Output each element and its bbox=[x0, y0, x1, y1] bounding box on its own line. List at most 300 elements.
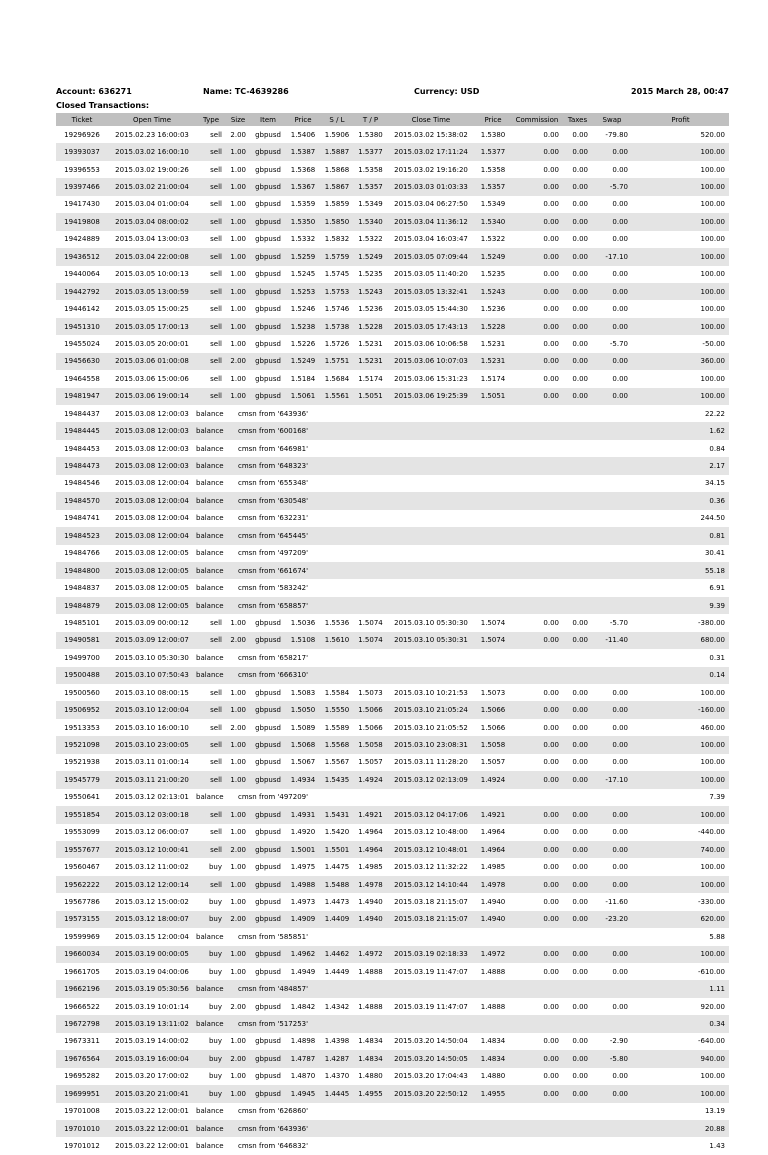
open-time-cell: 2015.03.04 13:00:03 bbox=[115, 235, 189, 244]
open-time-cell: 2015.03.08 12:00:03 bbox=[115, 409, 189, 418]
close-time-cell: 2015.03.04 16:03:47 bbox=[394, 235, 468, 244]
balance-row bbox=[56, 928, 729, 945]
ticket-cell: 19484766 bbox=[64, 549, 100, 558]
close-time-cell: 2015.03.06 10:06:58 bbox=[394, 339, 468, 348]
ticket-cell: 19464558 bbox=[64, 374, 100, 383]
ticket-cell: 19521098 bbox=[56, 736, 108, 753]
profit-cell: 100.00 bbox=[632, 178, 729, 195]
profit-cell: 34.15 bbox=[704, 479, 725, 488]
close-price-cell: 1.4888 bbox=[480, 967, 506, 976]
open-time-cell: 2015.03.09 12:00:07 bbox=[108, 632, 196, 649]
open-time-cell: 2015.03.10 08:00:15 bbox=[115, 688, 189, 697]
close-time-cell: 2015.03.12 14:10:44 bbox=[387, 876, 475, 893]
open-time-cell: 2015.03.06 15:00:06 bbox=[115, 374, 189, 383]
balance-row bbox=[56, 440, 729, 457]
take-profit-cell: 1.5243 bbox=[354, 283, 387, 300]
balance-row bbox=[56, 1103, 729, 1120]
comment-cell: cmsn from '600168' bbox=[226, 422, 320, 439]
commission-cell: 0.00 bbox=[511, 806, 563, 823]
ticket-cell: 19701008 bbox=[64, 1107, 100, 1116]
close-price-cell: 1.4888 bbox=[480, 1002, 506, 1011]
empty-cell bbox=[320, 492, 632, 509]
take-profit-cell: 1.5322 bbox=[358, 235, 383, 244]
trade-row bbox=[56, 161, 729, 178]
close-price-cell: 1.4955 bbox=[475, 1085, 511, 1102]
ticket-cell: 19484837 bbox=[64, 584, 100, 593]
col-taxes: Taxes bbox=[563, 113, 592, 126]
swap-cell: 0.00 bbox=[592, 283, 632, 300]
empty-cell bbox=[320, 1103, 632, 1120]
profit-cell: 460.00 bbox=[700, 723, 725, 732]
commission-cell: 0.00 bbox=[511, 213, 563, 230]
size-cell: 1.00 bbox=[230, 305, 246, 314]
stop-loss-cell: 1.4445 bbox=[320, 1085, 354, 1102]
item-cell: gbpusd bbox=[250, 213, 286, 230]
open-price-cell: 1.4949 bbox=[290, 967, 316, 976]
comment-cell: cmsn from '497209' bbox=[237, 549, 309, 558]
item-cell: gbpusd bbox=[250, 701, 286, 718]
item-cell: gbpusd bbox=[255, 339, 281, 348]
trade-row bbox=[56, 1033, 729, 1050]
ticket-cell: 19436512 bbox=[56, 248, 108, 265]
balance-row bbox=[56, 545, 729, 562]
commission-cell: 0.00 bbox=[543, 863, 559, 872]
swap-cell: -5.70 bbox=[592, 178, 632, 195]
stop-loss-cell: 1.5567 bbox=[324, 758, 350, 767]
col-size: Size bbox=[226, 113, 250, 126]
size-cell: 1.00 bbox=[230, 339, 246, 348]
take-profit-cell: 1.5340 bbox=[354, 213, 387, 230]
taxes-cell: 0.00 bbox=[572, 1072, 588, 1081]
trade-row bbox=[56, 614, 729, 631]
trade-row bbox=[56, 335, 729, 352]
taxes-cell: 0.00 bbox=[563, 248, 592, 265]
stop-loss-cell: 1.5431 bbox=[320, 806, 354, 823]
swap-cell: 0.00 bbox=[612, 374, 628, 383]
col-commission: Commission bbox=[511, 113, 563, 126]
open-time-cell: 2015.03.12 10:00:41 bbox=[108, 841, 196, 858]
take-profit-cell: 1.5380 bbox=[358, 130, 383, 139]
empty-cell bbox=[320, 579, 632, 596]
profit-cell: -330.00 bbox=[697, 897, 725, 906]
open-time-cell: 2015.03.04 08:00:02 bbox=[108, 213, 196, 230]
empty-cell bbox=[320, 1137, 632, 1154]
open-time-cell: 2015.03.08 12:00:04 bbox=[115, 514, 189, 523]
close-price-cell: 1.5074 bbox=[480, 618, 506, 627]
close-price-cell: 1.4834 bbox=[480, 1037, 506, 1046]
close-time-cell: 2015.03.04 06:27:50 bbox=[394, 200, 468, 209]
ticket-cell: 19661705 bbox=[64, 967, 100, 976]
balance-row bbox=[56, 422, 729, 439]
size-cell: 1.00 bbox=[230, 374, 246, 383]
open-price-cell: 1.5001 bbox=[286, 841, 320, 858]
profit-cell: -380.00 bbox=[697, 618, 725, 627]
trade-row bbox=[56, 1050, 729, 1067]
trade-row bbox=[56, 1068, 729, 1085]
close-time-cell: 2015.03.20 14:50:05 bbox=[387, 1050, 475, 1067]
open-time-cell: 2015.03.08 12:00:03 bbox=[108, 422, 196, 439]
ticket-cell: 19484546 bbox=[64, 479, 100, 488]
stop-loss-cell: 1.5561 bbox=[320, 388, 354, 405]
item-cell: gbpusd bbox=[255, 270, 281, 279]
close-time-cell: 2015.03.12 11:32:22 bbox=[394, 863, 468, 872]
close-time-cell: 2015.03.06 19:25:39 bbox=[387, 388, 475, 405]
commission-cell: 0.00 bbox=[543, 618, 559, 627]
close-time-cell: 2015.03.10 23:08:31 bbox=[387, 736, 475, 753]
balance-row bbox=[56, 527, 729, 544]
open-price-cell: 1.5246 bbox=[290, 305, 316, 314]
item-cell: gbpusd bbox=[250, 178, 286, 195]
close-time-cell: 2015.03.06 10:07:03 bbox=[387, 353, 475, 370]
type-cell: sell bbox=[196, 353, 226, 370]
close-time-cell: 2015.03.12 10:48:00 bbox=[394, 828, 468, 837]
take-profit-cell: 1.4978 bbox=[354, 876, 387, 893]
commission-cell: 0.00 bbox=[543, 165, 559, 174]
ticket-cell: 19296926 bbox=[64, 130, 100, 139]
commission-cell: 0.00 bbox=[543, 1002, 559, 1011]
balance-row bbox=[56, 1137, 729, 1154]
taxes-cell: 0.00 bbox=[563, 283, 592, 300]
type-cell: balance bbox=[196, 667, 226, 684]
take-profit-cell: 1.4985 bbox=[358, 863, 383, 872]
swap-cell: -11.40 bbox=[592, 632, 632, 649]
col-open-time: Open Time bbox=[108, 113, 196, 126]
comment-cell: cmsn from '484857' bbox=[226, 980, 320, 997]
col-profit: Profit bbox=[632, 113, 729, 126]
profit-cell: 680.00 bbox=[632, 632, 729, 649]
item-cell: gbpusd bbox=[250, 143, 286, 160]
ticket-cell: 19484437 bbox=[64, 409, 100, 418]
commission-cell: 0.00 bbox=[511, 771, 563, 788]
open-price-cell: 1.5359 bbox=[290, 200, 316, 209]
item-cell: gbpusd bbox=[250, 388, 286, 405]
size-cell: 1.00 bbox=[230, 270, 246, 279]
open-price-cell: 1.5061 bbox=[286, 388, 320, 405]
trade-row bbox=[56, 632, 729, 649]
balance-row bbox=[56, 789, 729, 806]
trade-row bbox=[56, 736, 729, 753]
type-cell: balance bbox=[196, 584, 224, 593]
item-cell: gbpusd bbox=[255, 758, 281, 767]
open-price-cell: 1.5332 bbox=[290, 235, 316, 244]
ticket-cell: 19440064 bbox=[64, 270, 100, 279]
balance-row bbox=[56, 597, 729, 614]
profit-cell: 0.34 bbox=[632, 1015, 729, 1032]
take-profit-cell: 1.5058 bbox=[354, 736, 387, 753]
commission-cell: 0.00 bbox=[543, 339, 559, 348]
empty-cell bbox=[320, 527, 632, 544]
balance-row bbox=[56, 457, 729, 474]
open-time-cell: 2015.03.05 20:00:01 bbox=[115, 339, 189, 348]
close-price-cell: 1.5235 bbox=[480, 270, 506, 279]
stop-loss-cell: 1.5536 bbox=[324, 618, 350, 627]
ticket-cell: 19484473 bbox=[56, 457, 108, 474]
open-time-cell: 2015.03.04 22:00:08 bbox=[108, 248, 196, 265]
open-time-cell: 2015.03.08 12:00:04 bbox=[115, 479, 189, 488]
item-cell: gbpusd bbox=[250, 806, 286, 823]
ticket-cell: 19557677 bbox=[56, 841, 108, 858]
ticket-cell: 19499700 bbox=[64, 653, 100, 662]
ticket-cell: 19599969 bbox=[64, 932, 100, 941]
type-cell: sell bbox=[196, 771, 226, 788]
type-cell: sell bbox=[196, 318, 226, 335]
take-profit-cell: 1.4972 bbox=[354, 946, 387, 963]
swap-cell: -2.90 bbox=[609, 1037, 628, 1046]
profit-cell: -640.00 bbox=[697, 1037, 725, 1046]
profit-cell: 100.00 bbox=[700, 235, 725, 244]
ticket-cell: 19456630 bbox=[56, 353, 108, 370]
close-price-cell: 1.4880 bbox=[480, 1072, 506, 1081]
close-price-cell: 1.5058 bbox=[475, 736, 511, 753]
open-time-cell: 2015.03.02 16:00:10 bbox=[108, 143, 196, 160]
stop-loss-cell: 1.4475 bbox=[324, 863, 350, 872]
type-cell: balance bbox=[196, 457, 226, 474]
taxes-cell: 0.00 bbox=[563, 1050, 592, 1067]
trade-row bbox=[56, 841, 729, 858]
trade-row bbox=[56, 370, 729, 387]
profit-cell: 100.00 bbox=[700, 374, 725, 383]
open-time-cell: 2015.03.08 12:00:03 bbox=[108, 457, 196, 474]
close-price-cell: 1.4940 bbox=[480, 897, 506, 906]
open-time-cell: 2015.03.15 12:00:04 bbox=[115, 932, 189, 941]
take-profit-cell: 1.5358 bbox=[358, 165, 383, 174]
swap-cell: -5.80 bbox=[592, 1050, 632, 1067]
open-price-cell: 1.4988 bbox=[286, 876, 320, 893]
type-cell: balance bbox=[196, 653, 224, 662]
swap-cell: 0.00 bbox=[612, 165, 628, 174]
stop-loss-cell: 1.4449 bbox=[324, 967, 350, 976]
commission-cell: 0.00 bbox=[511, 946, 563, 963]
open-time-cell: 2015.03.10 05:30:30 bbox=[115, 653, 189, 662]
type-cell: sell bbox=[210, 618, 222, 627]
close-time-cell: 2015.03.10 10:21:53 bbox=[394, 688, 468, 697]
size-cell: 1.00 bbox=[230, 1037, 246, 1046]
trade-row bbox=[56, 998, 729, 1015]
commission-cell: 0.00 bbox=[511, 736, 563, 753]
swap-cell: 0.00 bbox=[592, 318, 632, 335]
item-cell: gbpusd bbox=[255, 897, 281, 906]
close-price-cell: 1.5174 bbox=[480, 374, 506, 383]
trade-row bbox=[56, 754, 729, 771]
commission-cell: 0.00 bbox=[511, 318, 563, 335]
swap-cell: 0.00 bbox=[612, 1002, 628, 1011]
open-price-cell: 1.4945 bbox=[286, 1085, 320, 1102]
open-price-cell: 1.5036 bbox=[290, 618, 316, 627]
open-time-cell: 2015.03.19 10:01:14 bbox=[115, 1002, 189, 1011]
type-cell: buy bbox=[196, 1050, 226, 1067]
profit-cell: 100.00 bbox=[632, 318, 729, 335]
open-price-cell: 1.4898 bbox=[290, 1037, 316, 1046]
taxes-cell: 0.00 bbox=[572, 235, 588, 244]
type-cell: sell bbox=[196, 701, 226, 718]
commission-cell: 0.00 bbox=[543, 688, 559, 697]
close-price-cell: 1.5243 bbox=[475, 283, 511, 300]
col-stop-loss: S / L bbox=[320, 113, 354, 126]
ticket-cell: 19695282 bbox=[64, 1072, 100, 1081]
size-cell: 1.00 bbox=[230, 235, 246, 244]
taxes-cell: 0.00 bbox=[572, 339, 588, 348]
profit-cell: 100.00 bbox=[632, 248, 729, 265]
open-time-cell: 2015.03.19 13:11:02 bbox=[108, 1015, 196, 1032]
trade-row bbox=[56, 946, 729, 963]
item-cell: gbpusd bbox=[255, 130, 281, 139]
size-cell: 1.00 bbox=[226, 806, 250, 823]
taxes-cell: 0.00 bbox=[563, 911, 592, 928]
trade-row bbox=[56, 213, 729, 230]
stop-loss-cell: 1.5867 bbox=[320, 178, 354, 195]
type-cell: sell bbox=[210, 130, 222, 139]
open-time-cell: 2015.03.11 01:00:14 bbox=[115, 758, 189, 767]
taxes-cell: 0.00 bbox=[572, 758, 588, 767]
trade-row bbox=[56, 178, 729, 195]
comment-cell: cmsn from '630548' bbox=[226, 492, 320, 509]
col-take-profit: T / P bbox=[354, 113, 387, 126]
profit-cell: 100.00 bbox=[632, 946, 729, 963]
size-cell: 1.00 bbox=[230, 897, 246, 906]
taxes-cell: 0.00 bbox=[572, 374, 588, 383]
close-time-cell: 2015.03.12 02:13:09 bbox=[387, 771, 475, 788]
profit-cell: 0.31 bbox=[709, 653, 725, 662]
profit-cell: 620.00 bbox=[632, 911, 729, 928]
empty-cell bbox=[320, 422, 632, 439]
type-cell: sell bbox=[210, 305, 222, 314]
swap-cell: -11.60 bbox=[605, 897, 628, 906]
ticket-cell: 19484570 bbox=[56, 492, 108, 509]
item-cell: gbpusd bbox=[250, 632, 286, 649]
type-cell: buy bbox=[208, 863, 222, 872]
open-time-cell: 2015.03.02 21:00:04 bbox=[108, 178, 196, 195]
item-cell: gbpusd bbox=[250, 318, 286, 335]
stop-loss-cell: 1.5420 bbox=[324, 828, 350, 837]
swap-cell: 0.00 bbox=[612, 235, 628, 244]
ticket-cell: 19484800 bbox=[56, 562, 108, 579]
profit-cell: 55.18 bbox=[632, 562, 729, 579]
account-label: Account: 636271 bbox=[56, 87, 132, 96]
open-time-cell: 2015.03.10 12:00:04 bbox=[108, 701, 196, 718]
close-time-cell: 2015.03.18 21:15:07 bbox=[394, 897, 468, 906]
profit-cell: 244.50 bbox=[700, 514, 725, 523]
type-cell: balance bbox=[196, 549, 224, 558]
size-cell: 1.00 bbox=[230, 618, 246, 627]
profit-cell: 0.84 bbox=[709, 444, 725, 453]
ticket-cell: 19521938 bbox=[64, 758, 100, 767]
take-profit-cell: 1.4880 bbox=[358, 1072, 383, 1081]
ticket-cell: 19481947 bbox=[56, 388, 108, 405]
open-time-cell: 2015.03.08 12:00:04 bbox=[108, 527, 196, 544]
balance-row bbox=[56, 405, 729, 422]
type-cell: balance bbox=[196, 1142, 224, 1151]
item-cell: gbpusd bbox=[255, 688, 281, 697]
open-price-cell: 1.5387 bbox=[286, 143, 320, 160]
take-profit-cell: 1.4940 bbox=[354, 911, 387, 928]
taxes-cell: 0.00 bbox=[563, 876, 592, 893]
open-time-cell: 2015.03.06 19:00:14 bbox=[108, 388, 196, 405]
size-cell: 1.00 bbox=[230, 758, 246, 767]
comment-cell: cmsn from '517253' bbox=[226, 1015, 320, 1032]
swap-cell: 0.00 bbox=[592, 213, 632, 230]
table-header-row bbox=[56, 113, 729, 126]
close-time-cell: 2015.03.12 10:48:01 bbox=[387, 841, 475, 858]
take-profit-cell: 1.4955 bbox=[354, 1085, 387, 1102]
swap-cell: 0.00 bbox=[612, 688, 628, 697]
size-cell: 2.00 bbox=[230, 723, 246, 732]
close-time-cell: 2015.03.02 15:38:02 bbox=[394, 130, 468, 139]
take-profit-cell: 1.5235 bbox=[358, 270, 383, 279]
type-cell: balance bbox=[196, 980, 226, 997]
taxes-cell: 0.00 bbox=[572, 270, 588, 279]
type-cell: balance bbox=[196, 932, 224, 941]
type-cell: sell bbox=[196, 841, 226, 858]
open-price-cell: 1.5184 bbox=[290, 374, 316, 383]
taxes-cell: 0.00 bbox=[563, 701, 592, 718]
stop-loss-cell: 1.5887 bbox=[320, 143, 354, 160]
ticket-cell: 19484741 bbox=[64, 514, 100, 523]
profit-cell: 520.00 bbox=[700, 130, 725, 139]
open-time-cell: 2015.03.06 01:00:08 bbox=[108, 353, 196, 370]
profit-cell: 2.17 bbox=[632, 457, 729, 474]
type-cell: sell bbox=[196, 876, 226, 893]
profit-cell: 100.00 bbox=[700, 688, 725, 697]
commission-cell: 0.00 bbox=[511, 283, 563, 300]
ticket-cell: 19551854 bbox=[56, 806, 108, 823]
commission-cell: 0.00 bbox=[511, 143, 563, 160]
stop-loss-cell: 1.5684 bbox=[324, 374, 350, 383]
size-cell: 1.00 bbox=[226, 143, 250, 160]
open-time-cell: 2015.03.20 17:00:02 bbox=[115, 1072, 189, 1081]
swap-cell: 0.00 bbox=[612, 723, 628, 732]
swap-cell: 0.00 bbox=[612, 270, 628, 279]
comment-cell: cmsn from '646981' bbox=[237, 444, 309, 453]
open-time-cell: 2015.03.08 12:00:05 bbox=[108, 562, 196, 579]
open-time-cell: 2015.03.22 12:00:01 bbox=[115, 1107, 189, 1116]
trade-row bbox=[56, 1085, 729, 1102]
take-profit-cell: 1.5066 bbox=[354, 701, 387, 718]
commission-cell: 0.00 bbox=[543, 967, 559, 976]
taxes-cell: 0.00 bbox=[572, 165, 588, 174]
take-profit-cell: 1.5228 bbox=[354, 318, 387, 335]
take-profit-cell: 1.5377 bbox=[354, 143, 387, 160]
item-cell: gbpusd bbox=[250, 1050, 286, 1067]
balance-row bbox=[56, 492, 729, 509]
close-price-cell: 1.5349 bbox=[480, 200, 506, 209]
type-cell: sell bbox=[210, 270, 222, 279]
ticket-cell: 19506952 bbox=[56, 701, 108, 718]
ticket-cell: 19446142 bbox=[64, 305, 100, 314]
size-cell: 1.00 bbox=[226, 1085, 250, 1102]
empty-cell bbox=[320, 405, 632, 422]
taxes-cell: 0.00 bbox=[563, 318, 592, 335]
open-time-cell: 2015.03.10 16:00:10 bbox=[115, 723, 189, 732]
stop-loss-cell: 1.4398 bbox=[324, 1037, 350, 1046]
ticket-cell: 19500488 bbox=[56, 667, 108, 684]
commission-cell: 0.00 bbox=[543, 1072, 559, 1081]
size-cell: 1.00 bbox=[226, 876, 250, 893]
ticket-cell: 19424889 bbox=[64, 235, 100, 244]
close-price-cell: 1.5377 bbox=[475, 143, 511, 160]
comment-cell: cmsn from '643936' bbox=[226, 1120, 320, 1137]
item-cell: gbpusd bbox=[255, 1037, 281, 1046]
type-cell: balance bbox=[196, 1120, 226, 1137]
profit-cell: 1.43 bbox=[709, 1142, 725, 1151]
open-time-cell: 2015.03.12 03:00:18 bbox=[108, 806, 196, 823]
stop-loss-cell: 1.4409 bbox=[320, 911, 354, 928]
take-profit-cell: 1.4940 bbox=[358, 897, 383, 906]
take-profit-cell: 1.4888 bbox=[358, 967, 383, 976]
profit-cell: 100.00 bbox=[700, 863, 725, 872]
taxes-cell: 0.00 bbox=[572, 897, 588, 906]
stop-loss-cell: 1.5589 bbox=[324, 723, 350, 732]
col-close-price: Price bbox=[475, 113, 511, 126]
